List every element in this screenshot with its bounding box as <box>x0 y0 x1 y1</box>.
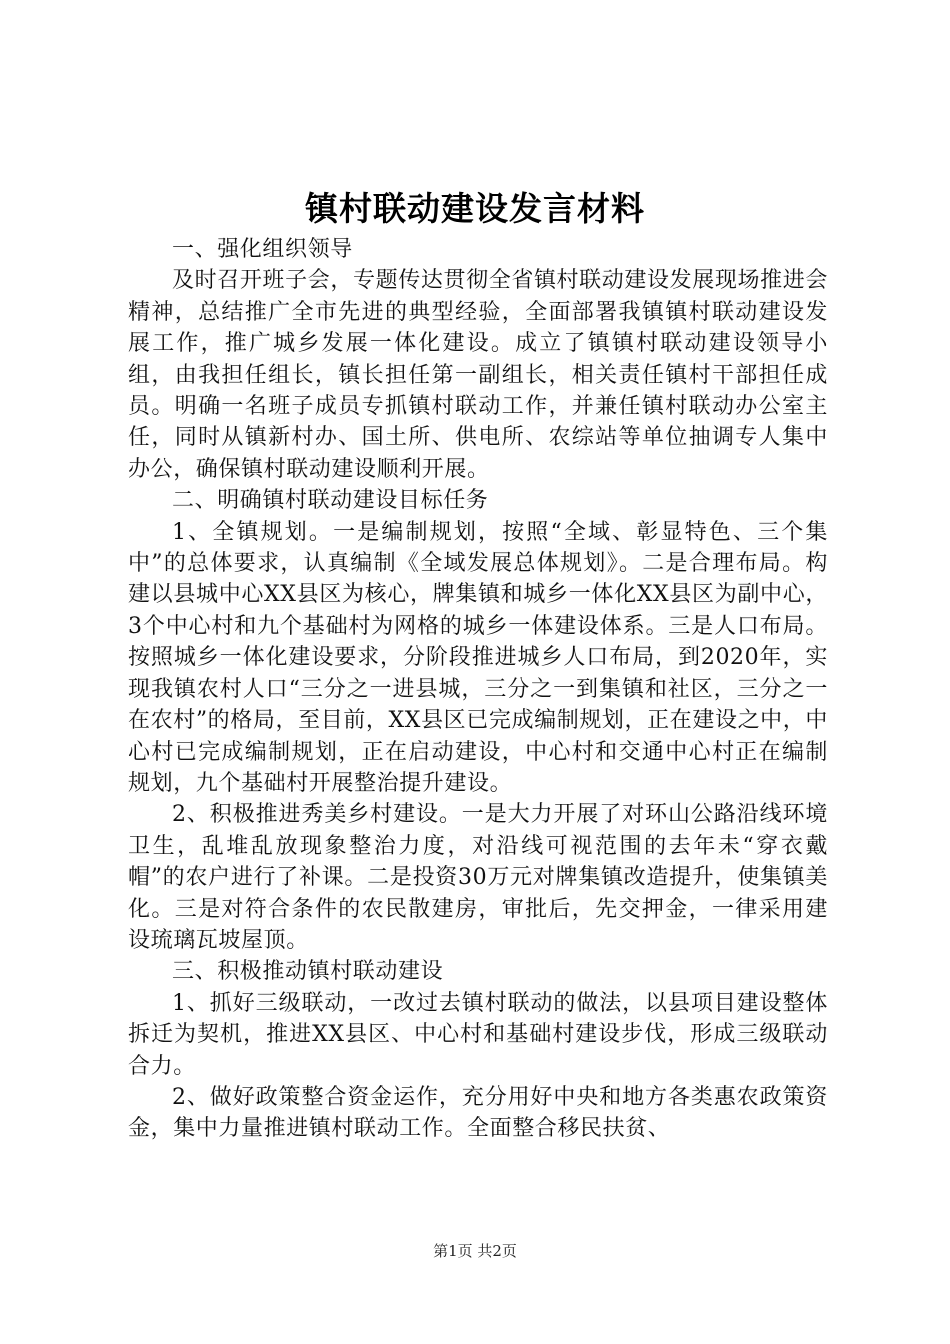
paragraph-1: 及时召开班子会，专题传达贯彻全省镇村联动建设发展现场推进会精神，总结推广全市先进的典型经验，全面部署我镇镇村联动建设发展工作，推广城乡发展一体化建设。成立了镇镇村联动建设领导小组，由我担任组长，镇长担任第一副组长，相关责任镇村干部担任成员。明确一名班子成员专抓镇村联动工作，并兼任镇村联动办公室主任，同时从镇新村办、国土所、供电所、农综站等单位抽调专人集中办公，确保镇村联动建设顺利开展。 <box>128 268 828 482</box>
document-body <box>128 234 828 1145</box>
paragraph-4: 1、抓好三级联动，一改过去镇村联动的做法，以县项目建设整体拆迁为契机，推进XX县区、中心村和基础村建设步伐，形成三级联动合力。 <box>128 990 828 1079</box>
document-title: 镇村联动建设发言材料 <box>305 189 645 228</box>
paragraph-2: 1、全镇规划。一是编制规划，按照“全域、彰显特色、三个集中”的总体要求，认真编制《全域发展总体规划》。二是合理布局。构建以县城中心XX县区为核心，牌集镇和城乡一体化XX县区为副中心，3个中心村和九个基础村为网格的城乡一体建设体系。三是人口布局。按照城乡一体化建设要求，分阶段推进城乡人口布局，到2020年，实现我镇农村人口“三分之一进县城，三分之一到集镇和社区，三分之一在农村”的格局，至目前，XX县区已完成编制规划，正在建设之中，中心村已完成编制规划，正在启动建设，中心村和交通中心村正在编制规划，九个基础村开展整治提升建设。 <box>128 519 828 796</box>
paragraph-5: 2、做好政策整合资金运作，充分用好中央和地方各类惠农政策资金，集中力量推进镇村联动工作。全面整合移民扶贫、 <box>128 1084 828 1142</box>
section-heading-1: 一、强化组织领导 <box>172 237 353 262</box>
section-heading-2: 二、明确镇村联动建设目标任务 <box>172 488 489 514</box>
paragraph-3: 2、积极推进秀美乡村建设。一是大力开展了对环山公路沿线环境卫生，乱堆乱放现象整治力度，对沿线可视范围的去年未“穿衣戴帽”的农户进行了补课。二是投资30万元对牌集镇改造提升，使集镇美化。三是对符合条件的农民散建房，审批后，先交押金，一律采用建设琉璃瓦坡屋顶。 <box>128 802 828 953</box>
section-heading-3: 三、积极推动镇村联动建设 <box>172 959 444 985</box>
page-footer: 第1页 共2页 <box>433 1242 517 1260</box>
